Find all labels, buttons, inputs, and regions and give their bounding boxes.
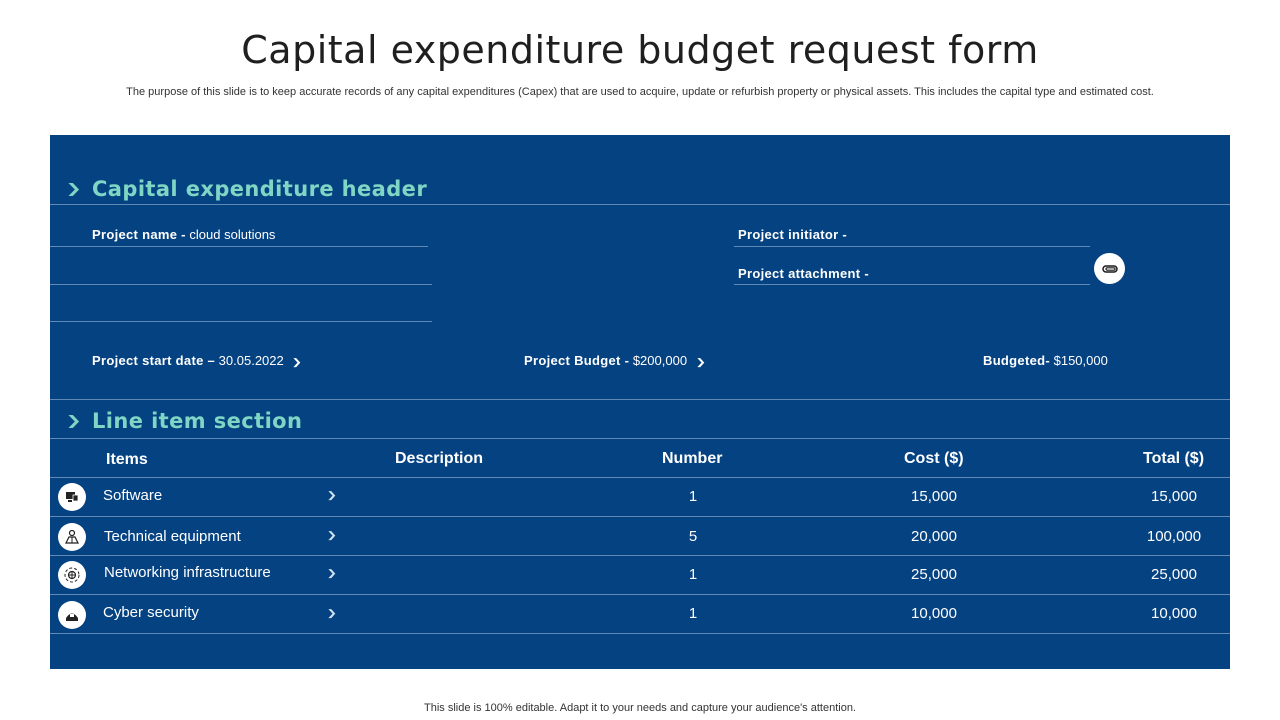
project-budget-label: Project Budget - bbox=[524, 353, 630, 368]
table-row[interactable] bbox=[50, 478, 1230, 516]
chevron-down-icon[interactable]: ❯ bbox=[326, 530, 338, 540]
attach-button[interactable] bbox=[1094, 253, 1125, 284]
project-initiator-field[interactable] bbox=[738, 227, 847, 242]
item-total: 100,000 bbox=[1146, 528, 1202, 545]
chevron-down-icon: ❯ bbox=[65, 181, 83, 197]
chevron-down-icon: ❯ bbox=[291, 357, 303, 367]
chevron-down-icon[interactable]: ❯ bbox=[326, 490, 338, 500]
divider bbox=[50, 633, 1230, 634]
network-icon bbox=[58, 561, 86, 589]
item-number: 1 bbox=[688, 566, 698, 583]
header-section-label: Capital expenditure header bbox=[92, 177, 428, 201]
chevron-down-icon[interactable]: ❯ bbox=[326, 568, 338, 578]
item-name: Cyber security bbox=[103, 604, 199, 621]
project-attachment-underline bbox=[734, 284, 1090, 285]
item-cost: 10,000 bbox=[911, 605, 957, 622]
budgeted-value: $150,000 bbox=[1053, 353, 1108, 368]
start-date-value: 30.05.2022 bbox=[218, 353, 284, 368]
chevron-down-icon: ❯ bbox=[65, 413, 83, 429]
blank-line-1 bbox=[50, 284, 432, 285]
item-total: 25,000 bbox=[1151, 566, 1197, 583]
project-budget-dropdown[interactable] bbox=[524, 353, 704, 368]
item-name: Networking infrastructure bbox=[104, 564, 271, 581]
item-total: 15,000 bbox=[1151, 488, 1197, 505]
blank-line-2 bbox=[50, 321, 432, 322]
footer-note: This slide is 100% editable. Adapt it to your needs and capture your audience's attention. bbox=[424, 702, 856, 714]
item-name: Technical equipment bbox=[104, 528, 241, 545]
divider bbox=[50, 399, 1230, 400]
column-header-items: Items bbox=[106, 451, 148, 468]
start-date-dropdown[interactable] bbox=[92, 353, 301, 368]
item-number: 1 bbox=[688, 488, 698, 505]
item-name: Software bbox=[103, 487, 163, 504]
column-header-number: Number bbox=[662, 450, 723, 467]
item-cost: 25,000 bbox=[911, 566, 957, 583]
start-date-label: Project start date – bbox=[92, 353, 216, 368]
column-header-cost: Cost ($) bbox=[904, 450, 964, 467]
chevron-down-icon[interactable]: ❯ bbox=[326, 608, 338, 618]
project-initiator-label: Project initiator - bbox=[738, 227, 847, 242]
project-name-underline bbox=[50, 246, 428, 247]
software-icon bbox=[58, 483, 86, 511]
project-budget-value: $200,000 bbox=[632, 353, 688, 368]
project-attachment-field[interactable] bbox=[738, 266, 869, 281]
budgeted-field[interactable] bbox=[983, 353, 1108, 368]
item-cost: 15,000 bbox=[911, 488, 957, 505]
divider bbox=[50, 594, 1230, 595]
table-row[interactable] bbox=[50, 556, 1230, 594]
page-subtitle: The purpose of this slide is to keep accurate records of any capital expenditures (Capex) that are used to acquire, update or refurbish property or physical assets. This includes the capital type and estimated cost. bbox=[126, 86, 1154, 98]
item-number: 5 bbox=[688, 528, 698, 545]
paperclip-icon bbox=[1101, 260, 1119, 278]
item-total: 10,000 bbox=[1151, 605, 1197, 622]
column-header-total: Total ($) bbox=[1143, 450, 1205, 467]
divider bbox=[50, 516, 1230, 517]
project-attachment-label: Project attachment - bbox=[738, 266, 869, 281]
table-row[interactable] bbox=[50, 596, 1230, 634]
column-header-description: Description bbox=[395, 450, 484, 467]
equipment-icon bbox=[58, 523, 86, 551]
security-icon bbox=[58, 601, 86, 629]
header-section-title[interactable] bbox=[62, 177, 427, 201]
form-panel bbox=[50, 135, 1230, 669]
budgeted-label: Budgeted- bbox=[983, 353, 1050, 368]
project-initiator-underline bbox=[734, 246, 1090, 247]
chevron-down-icon: ❯ bbox=[695, 357, 706, 367]
line-item-section-label: Line item section bbox=[92, 409, 303, 433]
table-row[interactable] bbox=[50, 518, 1230, 556]
project-name-field[interactable] bbox=[92, 227, 275, 242]
line-item-section-title[interactable] bbox=[62, 409, 302, 433]
project-name-label: Project name - bbox=[92, 227, 186, 242]
page-title: Capital expenditure budget request form bbox=[241, 28, 1039, 72]
divider bbox=[50, 204, 1230, 205]
divider bbox=[50, 438, 1230, 439]
project-name-value: cloud solutions bbox=[189, 227, 276, 242]
item-cost: 20,000 bbox=[911, 528, 957, 545]
item-number: 1 bbox=[688, 605, 698, 622]
